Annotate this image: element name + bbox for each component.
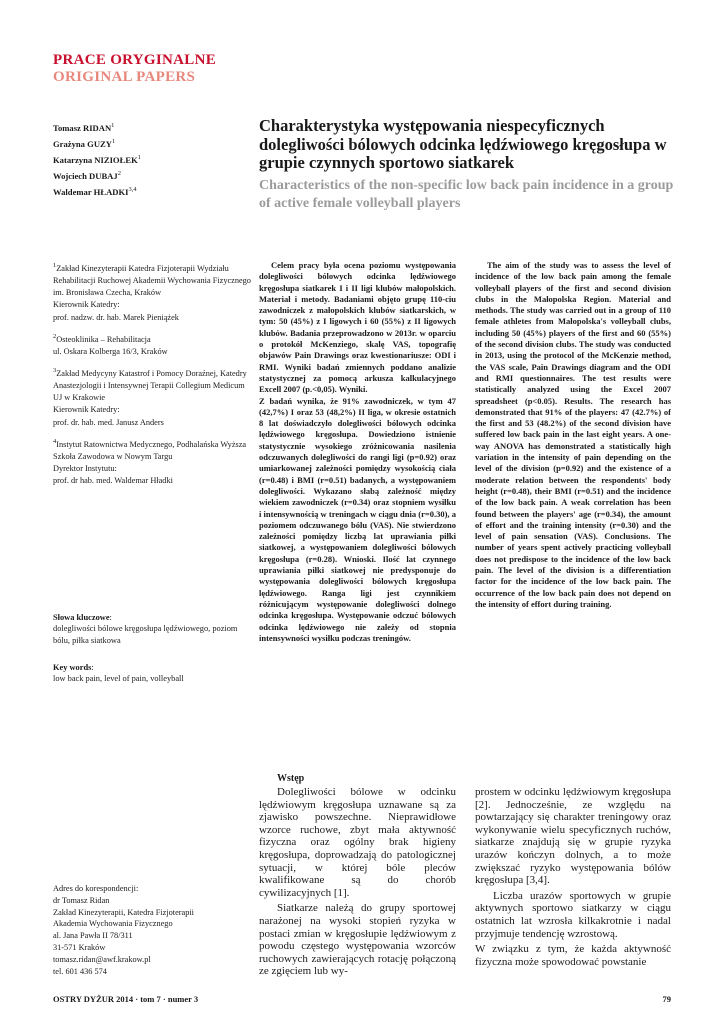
- affiliation: $^2$Osteoklinika – Rehabilitacja ul. Oskara Kolberga 16/3, Kraków: [53, 332, 168, 356]
- section-label-en: ORIGINAL PAPERS: [53, 69, 196, 85]
- journal-footer: OSTRY DYŻUR 2014 · tom 7 · numer 3: [53, 994, 199, 1004]
- author: Katarzyna NIZIOŁEK$^1$: [53, 154, 141, 165]
- body-paragraph: Liczba urazów sportowych w grupie aktywnych sportowo siatkarzy w ciągu ostatnich lat wzrosła kilkakrotnie i nadal przyjmuje tendencję wzrostową.: [475, 889, 671, 940]
- article-title-en: Characteristics of the non-specific low back pain incidence in a group of active female volleyball players: [259, 178, 674, 211]
- abstract-paragraph: Z badań wynika, że 91% zawodniczek, w tym 47 (42,7%) I oraz 53 (48,2%) II liga, w okresie ostatnich 8 lat doświadczyło dolegliwości bólowych odcinka lędźwiowego kręgosłupa. Dowiedziono istnienie statystycznie wysokiego zróżnicowania nasilenia odczuwanych dolegliwości do rangi ligi (p=0.92) oraz umiarkowanej zależności pomiędzy wysokością ciała (r=0.48) i BMI (r=0.51) badanych, a występowaniem dolegliwości. Wykazano słabą zależność między wiekiem zawodniczek (r=0.34) oraz stopniem wysiłku i intensywnością w treningach w ciągu dnia (r=0.30), a poziomem odczuwanego bólu (VAS). Nie stwierdzono zależności pomiędzy liczbą lat uprawiania piłki siatkowej, a występowaniem dolegliwości bólowych kręgosłupa (r=0.28). Wnioski. Ilość lat czynnego uprawiania piłki siatkowej nie predysponuje do występowania dolegliwości bólowych kręgosłupa lędźwiowego. Ranga ligi jest czynnikiem różnicującym występowanie dolegliwości dolnego odcinka kręgosłupa. Występowanie odczuć bólowych odcinka lędźwiowego nie zależy od stopnia intensywności wysiłku podczas treningów.: [259, 395, 456, 643]
- body-column-left: [259, 786, 456, 981]
- correspondence-address: Adres do korespondencji: dr Tomasz Ridan Zakład Kinezyterapii, Katedra Fizjoterapii Akademia Wychowania Fizycznego al. Jana Pawła II 78/311 31-571 Kraków tomasz.ridan@awf.krakow.pl tel. 601 436 574: [53, 883, 253, 977]
- body-column-right: [475, 786, 671, 971]
- body-paragraph: prostem w odcinku lędźwiowym kręgosłupa [2]. Jednocześnie, ze względu na powtarzający się charakter treningowy oraz wykonywanie wielu specyficznych ruchów, siatkarze znajdują się w grupie ryzyka urazów kończyn dolnych, a to może zwiększać ryzyko występowania bólów kręgosłupa [3,4].: [475, 786, 671, 887]
- affiliations: [53, 260, 253, 494]
- author: Waldemar HŁADKI$^{3,4}$: [53, 186, 137, 198]
- page-number: 79: [662, 994, 671, 1004]
- abstract-paragraph: Celem pracy była ocena poziomu występowania dolegliwości bólowych odcinka lędźwiowego kręgosłupa siatkarek I i II ligi klubów małopolskich. Materiał i metody. Badaniami objęto grupę 110-ciu zawodniczek z małopolskich klubów siatkarskich, w tym: 50 (45%) z I ligowych i 60 (55%) z II ligowych klubów. Badania przeprowadzono w 2013r. w oparciu o protokół McKenziego, skalę VAS, topografię objawów Pain Drawings oraz kwestionariusze: ODI i RMI. Wyniki badań zmiennych poddano analizie statystycznej za pomocą arkusza kalkulacyjnego Excell 2007 (p.<0,05). Wyniki.: [259, 260, 456, 395]
- email-link[interactable]: tomasz.ridan@awf.krakow.pl: [53, 954, 151, 964]
- abstract-pl: [259, 260, 456, 644]
- body-paragraph: Siatkarze należą do grupy sportowej narażonej na wysoki stopień ryzyka w postaci zmian w kręgosłupie lędźwiowym z powodu częstego występowania wzorców ruchowych zawierających rotację połączoną ze zgięciem lub wy-: [259, 902, 456, 978]
- body-paragraph: Dolegliwości bólowe w odcinku lędźwiowym kręgosłupa uznawane są za zjawisko powszechne. Nieprawidłowe wzorce ruchowe, zbyt mała aktywność fizyczna oraz ogólny brak higieny kręgosłupa, doprowadzają do patologicznej sytuacji, w której bóle pleców kwalifikowane są do chorób cywilizacyjnych [1].: [259, 786, 456, 899]
- affiliation: $^1$Zakład Kinezyterapii Katedra Fizjoterapii Wydziału Rehabilitacji Ruchowej Akademii Wychowania Fizycznego im. Bronisława Czecha, Kraków Kierownik Katedry: prof. nadzw. dr. hab. Marek Pieniążek: [53, 262, 251, 322]
- abstract-en: [475, 260, 671, 610]
- affiliation: $^4$Instytut Ratownictwa Medycznego, Podhalańska Wyższa Szkoła Zawodowa w Nowym Targu Dyrektor Instytutu: prof. dr hab. med. Waldemar Hładki: [53, 437, 247, 486]
- author: Wojciech DUBAJ$^2$: [53, 170, 121, 182]
- intro-heading: Wstęp: [277, 773, 305, 784]
- author: Grażyna GUZY$^1$: [53, 138, 116, 149]
- author-list: [53, 119, 253, 199]
- abstract-paragraph: The aim of the study was to assess the level of incidence of the low back pain among the female volleyball players of the first and second division clubs in the Małopolska Region. Material and methods. The study was carried out in a group of 110 female athletes from Małopolska's volleyball clubs, including 50 (45%) players of the first and 60 (55%) of the second division clubs. The study was conducted in 2013, using the protocol of the McKenzie method, the VAS scale, Pain Drawings diagram and the ODI and RMI questionnaires. The test results were statistically analyzed using the Excel 2007 spreadsheet (p<0.05). Results. The research has demonstrated that 91% of the players: 47 (42.7%) of the first and 53 (48.2%) of the second division have suffered low back pain in the last eight years. A one-way ANOVA has demonstrated a statistically high variation in the intensity of pain depending on the level of the division (p=0.92) and the existence of a moderate relation between the respondents' body height (r=0.48), their BMI (r=0.51) and the incidence of the low back pain. A weak correlation has been found between the players' age (r=0.34), the amount of effort and the training intensity (r=0.30) and the level of pain sensation (VAS). Conclusions. The number of years spent actively practicing volleyball does not predispose to the incidence of the low back pain. The level of the division is a differentiation factor for the incidence of the low back pain. The occurrence of the low back pain does not depend on the intensity of effort during training.: [475, 260, 671, 609]
- keywords-pl: Słowa kluczowe: dolegliwości bólowe kręgosłupa lędźwiowego, poziom bólu, piłka siatkowa: [53, 613, 238, 645]
- body-paragraph: W związku z tym, że każda aktywność fizyczna może spowodować powstanie: [475, 943, 671, 968]
- section-label-pl: PRACE ORYGINALNE: [53, 52, 217, 68]
- affiliation: $^3$Zakład Medycyny Katastrof i Pomocy Doraźnej, Katedry Anastezjologii i Intensywnej Terapii Collegium Medicum UJ w Krakowie Kierownik Katedry: prof. dr. hab. med. Janusz Anders: [53, 366, 247, 427]
- article-title-pl: Charakterystyka występowania niespecyficznych dolegliwości bólowych odcinka lędźwiowego kręgosłupa w grupie czynnych sportowo siatkarek: [259, 116, 667, 172]
- keywords-en: Key words: low back pain, level of pain, volleyball: [53, 663, 184, 684]
- author: Tomasz RIDAN$^1$: [53, 122, 115, 133]
